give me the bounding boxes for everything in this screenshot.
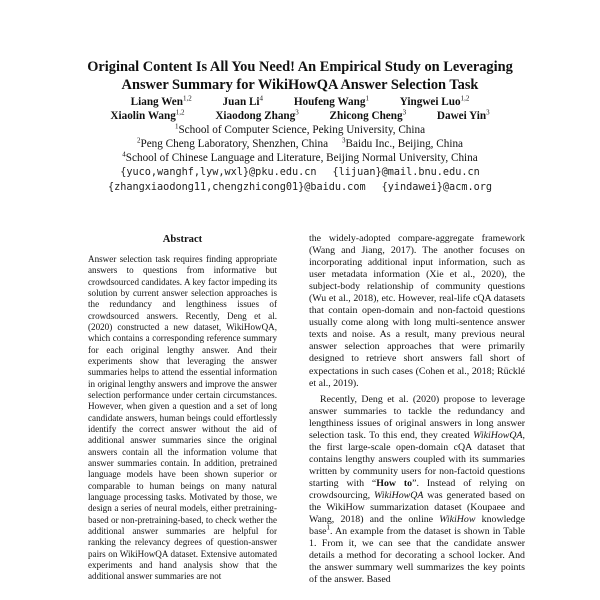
email-address: {zhangxiaodong11,chengzhicong01}@baidu.com xyxy=(107,181,366,193)
affiliation-line: $^4$School of Chinese Language and Literature, Beijing Normal University, China xyxy=(122,150,478,164)
author: Juan Li$^4$ xyxy=(222,94,264,108)
author-list xyxy=(40,96,560,123)
intro-paragraph-1: the widely-adopted compare-aggregate framework (Wang and Jiang, 2017). The another focuses on incorporating additional input information, such as user metadata information (Xie et al., 2020), the subject-body relationship of community questions (Wu et al., 2018), etc. However, real-life cQA datasets that contain open-domain and non-factoid questions usually come along with long multi-sentence answer texts and noise. As a result, many previous neural answer selection approaches that were primarily designed to retrieve short answers fall short of expectations in such cases (Cohen et al., 2018; Rücklé et al., 2019). xyxy=(309,233,525,389)
author: Houfeng Wang$^1$ xyxy=(293,94,369,108)
intro-paragraph-2: Recently, Deng et al. (2020) propose to leverage answer summaries to tackle the redundancy and lengthiness issues of original answers in long answer selection task. To this end, they created WikiHowQA, the first large-scale open-domain cQA dataset that contains lengthy answers coupled with its summaries written by community users for non-factoid questions starting with “How to”. Instead of relying on crowdsourcing, WikiHowQA was generated based on the WikiHow summarization dataset (Koupaee and Wang, 2018) and the online WikiHow knowledge base$^1$. An example from the dataset is shown in Table 1. From it, we can see that the candidate answer details a method for decorating a school locker. And the answer summary well summarizes the key points of the answer. Based xyxy=(309,393,525,586)
email-list xyxy=(30,166,570,195)
right-column xyxy=(309,233,525,586)
author-row-2 xyxy=(40,107,560,124)
left-column xyxy=(88,233,277,583)
email-address: {yindawei}@acm.org xyxy=(381,181,492,193)
author: Zhicong Cheng$^3$ xyxy=(329,107,407,122)
email-line xyxy=(30,181,570,196)
paper-title xyxy=(40,59,560,94)
title-line-2: Answer Summary for WikiHowQA Answer Selection Task xyxy=(121,76,479,93)
affiliation-line: $^1$School of Computer Science, Peking University, China xyxy=(174,122,426,136)
affiliation-list xyxy=(40,124,560,166)
title-line-1: Original Content Is All You Need! An Empirical Study on Leveraging xyxy=(87,59,513,75)
author: Xiaodong Zhang$^3$ xyxy=(215,107,299,122)
abstract-text: Answer selection task requires finding appropriate answers to questions from informative but crowdsourced candidates. A key factor impeding its solution by current answer selection approaches is the redundancy and lengthiness issues of crowdsourced answers. Recently, Deng et al. (2020) constructed a new dataset, WikiHowQA, which contains a corresponding reference summary for each original lengthy answer. And their experiments show that leveraging the answer summaries helps to attend the essential information in original lengthy answers and improve the answer selection performance under certain circumstances. However, when given a question and a set of long candidate answers, human beings could effortlessly identify the correct answer without the aid of additional answer summaries since the original answers contain all the information volume that answer summaries contain. In addition, pretrained language models have been shown superior or comparable to human beings on many natural language processing tasks. Motivated by those, we design a series of neural models, either pretraining-based or non-pretraining-based, to check wether the additional answer summaries are helpful for ranking the relevancy degrees of question-answer pairs on WikiHowQA dataset. Extensive automated experiments and hand analysis show that the additional answer summaries are not xyxy=(88,254,277,582)
author: Yingwei Luo$^{1,2}$ xyxy=(399,94,470,108)
author: Dawei Yin$^3$ xyxy=(436,107,490,122)
email-line xyxy=(30,166,570,181)
footnote-marker: 1 xyxy=(326,523,331,532)
author: Xiaolin Wang$^{1,2}$ xyxy=(110,107,185,122)
author-row-1 xyxy=(40,96,560,110)
affiliation-line: $^2$Peng Cheng Laboratory, Shenzhen, China $^3$Baidu Inc., Beijing, China xyxy=(136,136,463,150)
email-address: {yuco,wanghf,lyw,wxl}@pku.edu.cn xyxy=(120,167,317,178)
abstract-heading: Abstract xyxy=(162,234,203,245)
author: Liang Wen$^{1,2}$ xyxy=(130,94,192,108)
email-address: {lijuan}@mail.bnu.edu.cn xyxy=(332,167,480,178)
